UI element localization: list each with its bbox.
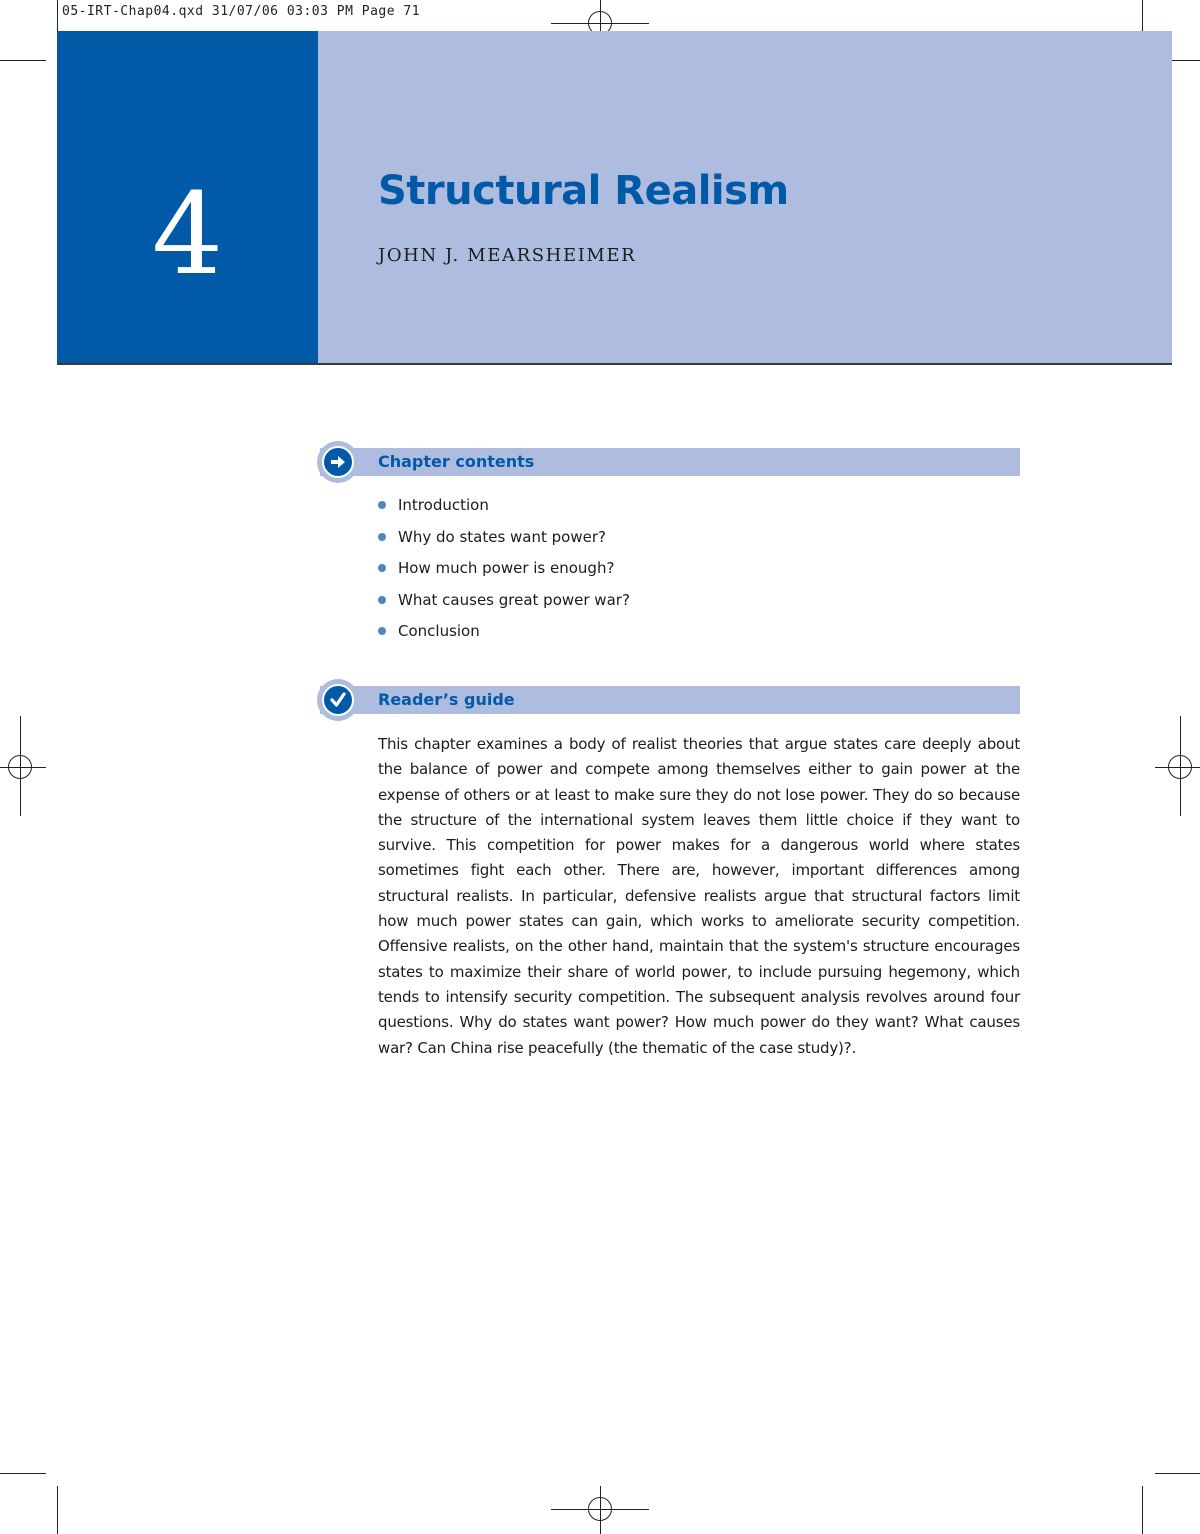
list-item-label: Conclusion <box>398 622 480 640</box>
header-rule <box>57 363 1172 365</box>
list-item <box>378 616 630 648</box>
chapter-title-panel <box>318 31 1172 364</box>
registration-target-icon <box>8 755 32 779</box>
chapter-number: 4 <box>151 170 224 300</box>
readers-guide-bar <box>320 686 1020 714</box>
chapter-author: JOHN J. MEARSHEIMER <box>378 245 637 266</box>
bullet-icon <box>378 533 386 541</box>
bullet-icon <box>378 501 386 509</box>
checkmark-icon <box>327 689 349 711</box>
printer-slug: 05-IRT-Chap04.qxd 31/07/06 03:03 PM Page 71 <box>62 4 421 19</box>
list-item-label: What causes great power war? <box>398 590 630 609</box>
list-item <box>378 490 630 522</box>
registration-target-icon <box>588 1497 612 1521</box>
list-item <box>378 522 630 554</box>
arrow-right-icon <box>327 451 349 473</box>
bullet-icon <box>378 627 386 635</box>
chapter-contents-bar <box>320 448 1020 476</box>
readers-guide-heading: Reader’s guide <box>378 690 515 709</box>
list-item-label: Introduction <box>398 496 489 514</box>
readers-guide-text: This chapter examines a body of realist theories that argue states care deeply about the balance of power and compete among themselves either to gain power at the expense of others or at least to make sure they do not lose power. They do so because the structure of the international system leaves them little choice if they want to survive. This competition for power makes for a dangerous world where states sometimes fight each other. There are, however, important differences among structural realists. In particular, defensive realists argue that structural factors limit how much power states can gain, which works to ameliorate security competition. Offensive realists, on the other hand, maintain that the system's structure encourages states to maximize their share of world power, to include pursuing hegemony, which tends to intensify security competition. The subsequent analysis revolves around four questions. Why do states want power? How much power do they want? What causes war? Can China rise peacefully (the thematic of the case study)?. <box>378 735 1020 1057</box>
chapter-title: Structural Realism <box>378 168 789 214</box>
chapter-number-block <box>57 31 318 364</box>
registration-target-icon <box>1168 755 1192 779</box>
readers-guide-badge <box>317 679 359 721</box>
bullet-icon <box>378 564 386 572</box>
list-item-label: How much power is enough? <box>398 559 615 577</box>
bullet-icon <box>378 596 386 604</box>
chapter-contents-badge <box>317 441 359 483</box>
list-item-label: Why do states want power? <box>398 527 606 546</box>
list-item <box>378 585 630 617</box>
chapter-contents-list <box>378 490 630 648</box>
chapter-contents-heading: Chapter contents <box>378 452 535 471</box>
list-item <box>378 553 630 585</box>
